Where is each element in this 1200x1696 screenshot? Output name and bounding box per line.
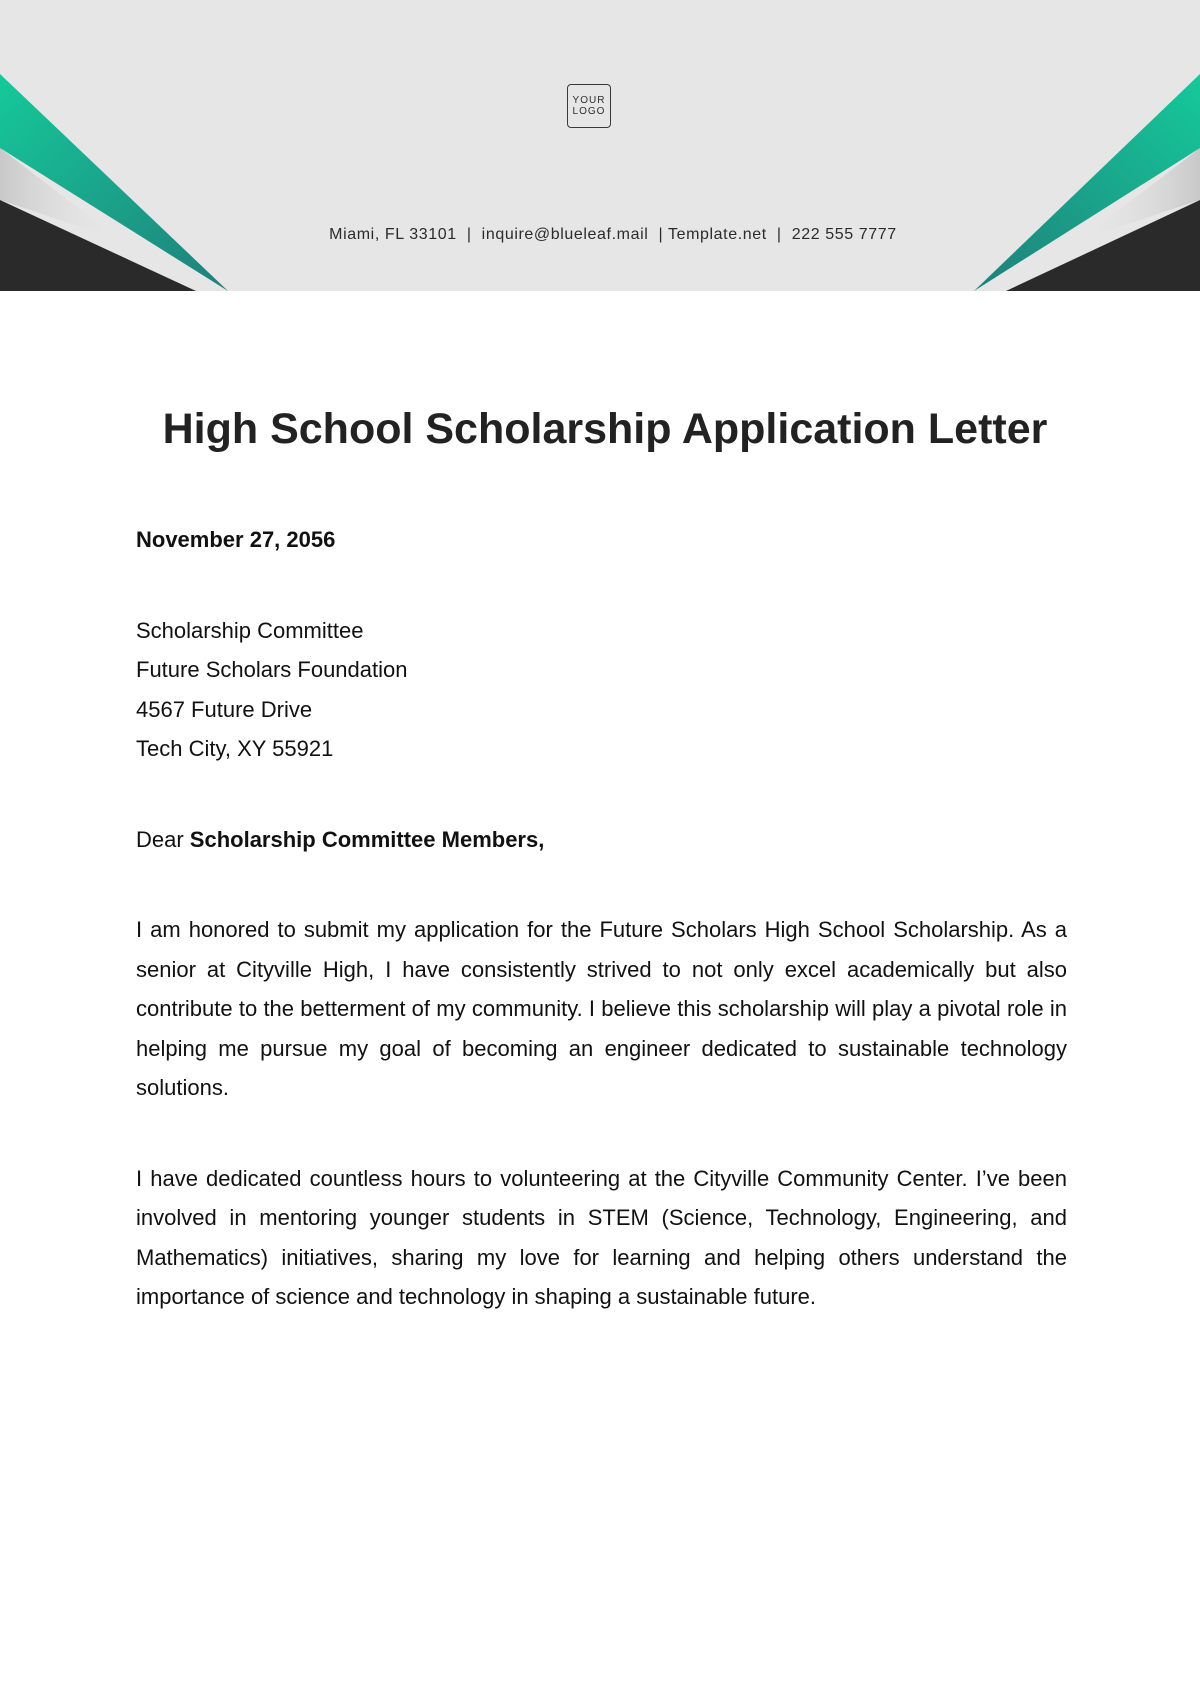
salutation [136, 820, 1067, 860]
salutation-prefix: Dear [136, 826, 190, 852]
recipient-address [136, 611, 1067, 769]
recipient-line: Tech City, XY 55921 [136, 736, 334, 761]
letter-date: November 27, 2056 [136, 527, 336, 552]
logo-text-line1: YOUR [572, 95, 606, 106]
recipient-line: 4567 Future Drive [136, 696, 313, 722]
recipient-line: Scholarship Committee [136, 617, 364, 643]
letter-body [136, 520, 1067, 1368]
body-paragraph-2: I have dedicated countless hours to volunteering at the Cityville Community Center. I’ve been involved in mentoring younger students in STEM (Science, Technology, Engineering, and Mathematics) initiatives, sharing my love for learning and helping others understand the importance of science and technology in shaping a sustainable future. [136, 1165, 1067, 1309]
logo-text-line2: LOGO [572, 106, 606, 117]
letterhead-decoration [0, 0, 1200, 291]
contact-info: Miami, FL 33101 | inquire@blueleaf.mail | Template.net | 222 555 7777 [329, 226, 897, 243]
letter-title: High School Scholarship Application Letter [162, 405, 1048, 453]
salutation-name: Scholarship Committee Members, [189, 826, 545, 852]
body-paragraph-1: I am honored to submit my application for the Future Scholars High School Scholarship. As a senior at Cityville High, I have consistently strived to not only excel academically but also contribute to the betterment of my community. I believe this scholarship will play a pivotal role in helping me pursue my goal of becoming an engineer dedicated to sustainable technology solutions. [136, 917, 1067, 1100]
letterhead [0, 0, 1200, 291]
company-logo [567, 84, 611, 128]
recipient-line: Future Scholars Foundation [136, 657, 408, 682]
